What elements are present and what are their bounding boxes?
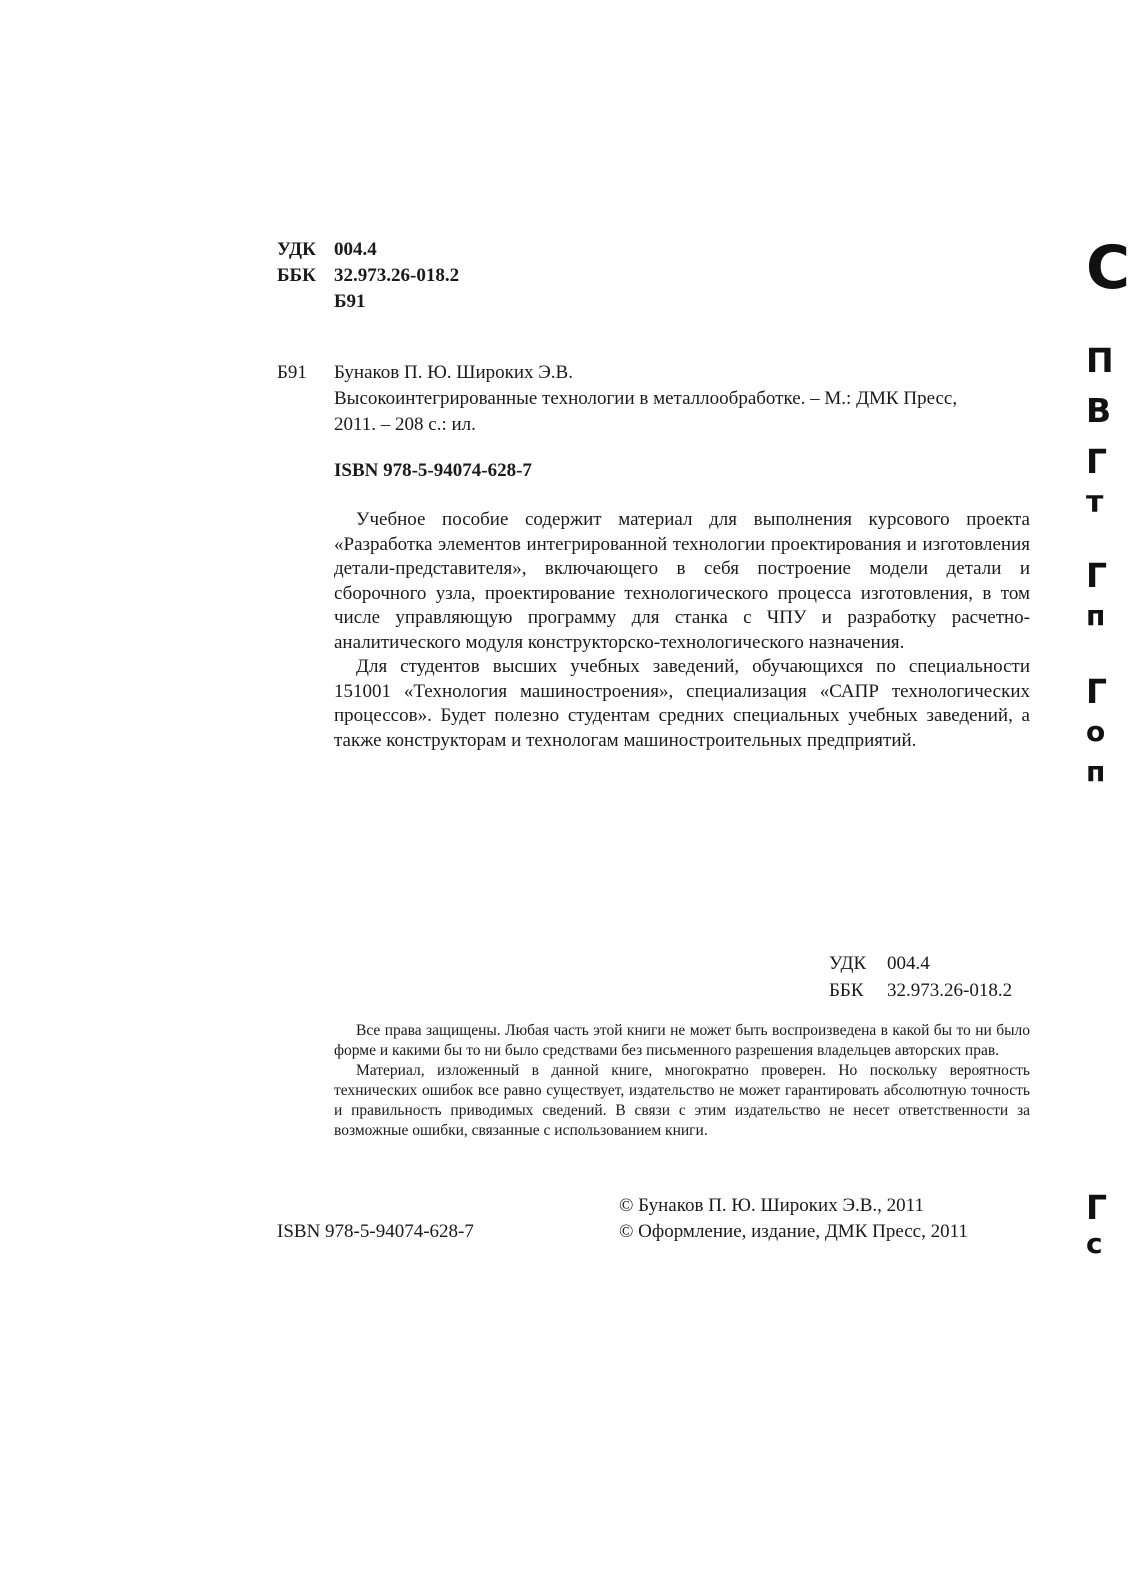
rights-notice xyxy=(334,1021,1030,1141)
bbk-row xyxy=(277,263,459,289)
entry-title: Высокоинтегрированные технологии в металлообработке. – М.: ДМК Пресс, xyxy=(334,388,958,409)
copyright-line-1: © Бунаков П. Ю. Широких Э.В., 2011 xyxy=(619,1195,924,1216)
bbk-value: 32.973.26-018.2 xyxy=(334,265,460,286)
annotation-paragraph-2: Для студентов высших учебных заведений, обучающихся по специальности 151001 «Технология машиностроения», специализация «САПР технологических процессов». Будет полезно студентам средних специальных учебных заведений, а также конструкторам и технологам машиностроительных предприятий. xyxy=(334,656,1030,751)
copyright-line-2: © Оформление, издание, ДМК Пресс, 2011 xyxy=(619,1221,968,1242)
next-page-fragment: Г xyxy=(1086,1188,1108,1227)
next-page-fragment: Г xyxy=(1086,672,1108,711)
bbk-value-bottom: 32.973.26-018.2 xyxy=(887,980,1013,1001)
udk-row xyxy=(277,237,459,263)
entry-imprint: 2011. – 208 с.: ил. xyxy=(334,414,476,435)
copyright-block xyxy=(619,1193,968,1245)
next-page-fragment: П xyxy=(1086,341,1114,380)
next-page-fragment: Г xyxy=(1086,442,1108,481)
annotation xyxy=(334,508,1030,753)
bbk-row-bottom xyxy=(829,977,1012,1004)
udk-value: 004.4 xyxy=(334,239,377,260)
rights-paragraph-1: Все права защищены. Любая часть этой книги не может быть воспроизведена в какой бы то ни было форме и какими бы то ни было средствами без письменного разрешения владельцев авторских прав. xyxy=(334,1022,1030,1059)
bbk-label: ББК xyxy=(277,265,316,286)
next-page-fragment: С xyxy=(1086,233,1130,303)
isbn-footer: ISBN 978-5-94074-628-7 xyxy=(277,1221,474,1242)
udk-label: УДК xyxy=(277,239,316,260)
entry-authors: Бунаков П. Ю. Широких Э.В. xyxy=(334,362,573,383)
bbk-label-bottom: ББК xyxy=(829,980,864,1001)
next-page-fragment: п xyxy=(1086,755,1106,788)
annotation-paragraph-1: Учебное пособие содержит материал для выполнения курсового проекта «Разработка элементов интегрированной технологии проектирования и изготовления детали-представителя», включающего в себя построение модели детали и сборочного узла, проектирование технологического процесса изготовления, в том числе управляющую программу для станка с ЧПУ и разработку расчетно-аналитического модуля конструкторско-технологического назначения. xyxy=(334,509,1030,653)
udk-value-bottom: 004.4 xyxy=(887,953,930,974)
next-page-fragment: В xyxy=(1086,391,1112,430)
udk-label-bottom: УДК xyxy=(829,953,867,974)
author-code: Б91 xyxy=(334,291,366,312)
rights-paragraph-2: Материал, изложенный в данной книге, многократно проверен. Но поскольку вероятность технических ошибок все равно существует, издательство не может гарантировать абсолютную точность и правильность приводимых сведений. В связи с этим издательство не несет ответственности за возможные ошибки, связанные с использованием книги. xyxy=(334,1062,1030,1139)
next-page-fragment: п xyxy=(1086,599,1106,632)
next-page-fragment: Г xyxy=(1086,556,1108,595)
next-page-fragment: о xyxy=(1086,715,1106,748)
classification-bottom xyxy=(829,950,1012,1004)
isbn-bold: ISBN 978-5-94074-628-7 xyxy=(334,460,532,481)
next-page-fragment: т xyxy=(1086,485,1104,520)
author-code-row xyxy=(277,289,459,315)
classification-block xyxy=(277,237,459,315)
udk-row-bottom xyxy=(829,950,1012,977)
entry-code: Б91 xyxy=(277,362,307,383)
next-page-fragment: с xyxy=(1086,1227,1103,1260)
